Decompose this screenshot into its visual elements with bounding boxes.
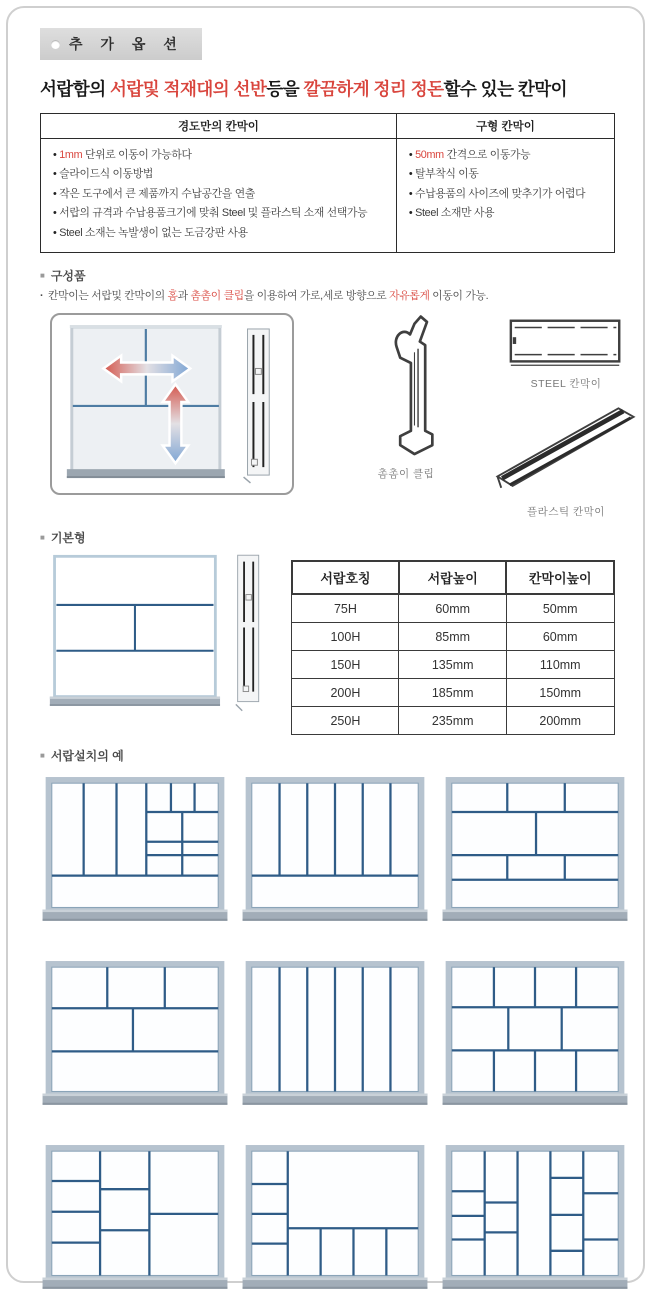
compare-cell-right bbox=[396, 139, 614, 253]
table-row: 100H 85mm 60mm bbox=[292, 623, 614, 651]
clip-illustration bbox=[360, 313, 452, 463]
movement-diagram-box bbox=[50, 313, 294, 495]
bullet-icon bbox=[51, 40, 60, 49]
list-item: • 서랍의 규격과 수납용품크기에 맞춰 Steel 및 플라스틱 소재 선택가능 bbox=[53, 204, 390, 223]
list-item: • 50mm 간격으로 이동가능 bbox=[409, 146, 608, 165]
clip-figure bbox=[360, 313, 452, 481]
compare-header-left: 경도만의 칸막이 bbox=[41, 114, 397, 139]
size-col-header: 서랍호칭 bbox=[292, 561, 399, 594]
steel-divider-illustration bbox=[507, 313, 625, 373]
section-title-examples: ■ 서랍설치의 예 bbox=[40, 747, 615, 764]
drawer-example-1 bbox=[42, 776, 228, 928]
highlight: 홈 bbox=[167, 290, 178, 303]
list-item: • 1mm 단위로 이동이 가능하다 bbox=[53, 146, 390, 165]
section-title-basic: ■ 기본형 bbox=[40, 529, 615, 546]
drawer-movement-diagram bbox=[56, 319, 288, 489]
components-figures bbox=[50, 313, 615, 519]
components-note: · 칸막이는 서랍및 칸막이의 홈과 촘촘이 클립을 이용하여 가로,세로 방향으로 자유롭게 이동이 가능. bbox=[40, 288, 615, 303]
plastic-divider-figure bbox=[486, 397, 646, 519]
title-highlight: 서랍및 적재대의 선반 bbox=[109, 79, 267, 99]
basic-drawer-diagram bbox=[48, 550, 226, 716]
divider-profile-icon bbox=[244, 329, 270, 483]
size-col-header: 서랍높이 bbox=[399, 561, 507, 594]
badge-label: 추 가 옵 션 bbox=[69, 36, 184, 52]
basic-figures bbox=[48, 550, 615, 735]
size-col-header: 칸막이높이 bbox=[506, 561, 614, 594]
table-row: 250H 235mm 200mm bbox=[292, 707, 614, 735]
drawer-example-8 bbox=[242, 1144, 428, 1296]
list-item: • 슬라이드식 이동방법 bbox=[53, 165, 390, 184]
list-item: • 작은 도구에서 큰 제품까지 수납공간을 연출 bbox=[53, 185, 390, 204]
title-highlight: 깔끔하게 정리 정돈 bbox=[303, 79, 444, 99]
highlight: 50mm bbox=[415, 149, 444, 161]
clip-label: 촘촘이 클립 bbox=[377, 468, 435, 481]
title-text: 등을 bbox=[266, 79, 304, 99]
steel-divider-figure bbox=[507, 313, 625, 391]
drawer-example-5 bbox=[242, 960, 428, 1112]
size-table bbox=[291, 560, 615, 735]
compare-cell-left bbox=[41, 139, 397, 253]
section-title-components: ■ 구성품 bbox=[40, 267, 615, 284]
highlight: 촘촘이 클립 bbox=[190, 290, 244, 303]
steel-divider-label: STEEL 칸막이 bbox=[530, 378, 602, 391]
drawer-example-3 bbox=[442, 776, 628, 928]
drawer-example-7 bbox=[42, 1144, 228, 1296]
highlight: 1mm bbox=[59, 149, 83, 161]
compare-header-right: 구형 칸막이 bbox=[396, 114, 614, 139]
title-text: 할수 있는 칸막이 bbox=[443, 79, 568, 99]
highlight: 자유롭게 bbox=[389, 290, 430, 303]
list-item: • Steel 소재만 사용 bbox=[409, 204, 608, 223]
drawer-example-2 bbox=[242, 776, 428, 928]
drawer-example-9 bbox=[442, 1144, 628, 1296]
comparison-table bbox=[40, 113, 615, 253]
list-item: • 탈부착식 이동 bbox=[409, 165, 608, 184]
title-text: 서랍함의 bbox=[40, 79, 110, 99]
page-title bbox=[40, 76, 615, 101]
list-item: • 수납용품의 사이즈에 맞추기가 어렵다 bbox=[409, 185, 608, 204]
list-item: • Steel 소재는 녹발생이 없는 도금강판 사용 bbox=[53, 224, 390, 243]
drawer-examples-grid bbox=[42, 776, 615, 1296]
table-row: 200H 185mm 150mm bbox=[292, 679, 614, 707]
plastic-divider-label: 플라스틱 칸막이 bbox=[527, 506, 605, 519]
page-frame bbox=[6, 6, 645, 1283]
table-row: 150H 135mm 110mm bbox=[292, 651, 614, 679]
drawer-example-6 bbox=[442, 960, 628, 1112]
table-row: 75H 60mm 50mm bbox=[292, 594, 614, 623]
section-badge bbox=[40, 28, 202, 60]
drawer-example-4 bbox=[42, 960, 228, 1112]
plastic-divider-illustration bbox=[486, 397, 646, 501]
divider-profile-icon bbox=[234, 550, 263, 716]
